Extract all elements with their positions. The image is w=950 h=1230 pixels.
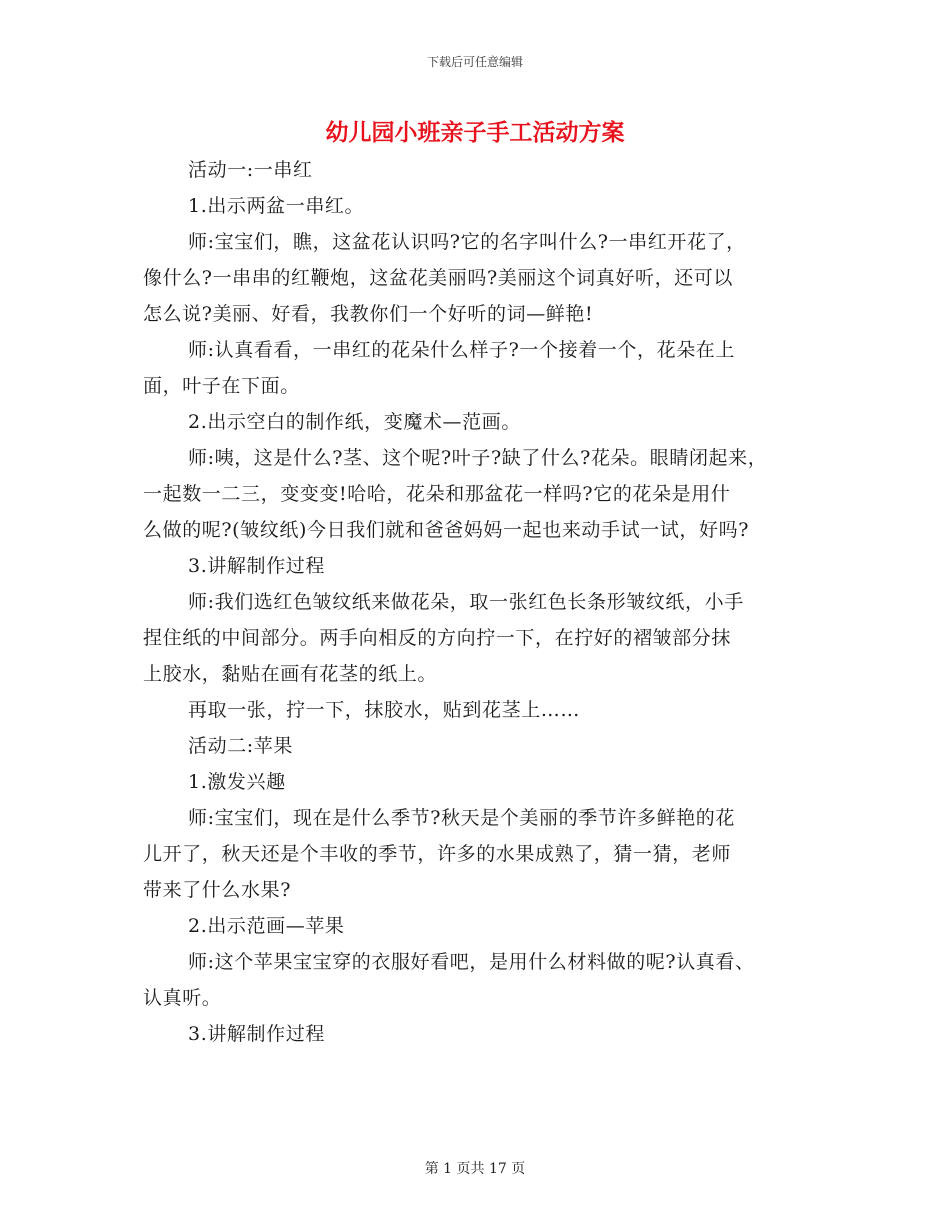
- paragraph-line: 面，叶子在下面。: [143, 375, 300, 397]
- paragraph-line: 捏住纸的中间部分。两手向相反的方向拧一下，在拧好的褶皱部分抹: [143, 627, 732, 649]
- paragraph-line: 3.讲解制作过程: [188, 1023, 325, 1045]
- paragraph-line: 1.激发兴趣: [188, 771, 286, 793]
- page-footer: 第 1 页共 17 页: [424, 1161, 526, 1177]
- paragraph-line: 认真听。: [143, 987, 222, 1009]
- paragraph-line: 师:宝宝们，瞧，这盆花认识吗?它的名字叫什么?一串红开花了，: [188, 231, 746, 253]
- paragraph-line: 么做的呢?(皱纹纸)今日我们就和爸爸妈妈一起也来动手试一试，好吗?: [143, 519, 749, 541]
- paragraph-line: 一起数一二三，变变变!哈哈，花朵和那盆花一样吗?它的花朵是用什: [143, 483, 731, 505]
- paragraph-line: 师:宝宝们，现在是什么季节?秋天是个美丽的季节许多鲜艳的花: [188, 807, 735, 829]
- paragraph-line: 2.出示空白的制作纸，变魔术—范画。: [188, 411, 521, 433]
- paragraph-line: 师:我们选红色皱纹纸来做花朵，取一张红色长条形皱纹纸，小手: [188, 591, 744, 613]
- paragraph-line: 师:这个苹果宝宝穿的衣服好看吧，是用什么材料做的呢?认真看、: [188, 951, 755, 973]
- document-title: 幼儿园小班亲子手工活动方案: [325, 120, 625, 146]
- paragraph-line: 3.讲解制作过程: [188, 555, 325, 577]
- paragraph-line: 儿开了，秋天还是个丰收的季节，许多的水果成熟了，猜一猜，老师: [143, 843, 732, 865]
- paragraph-line: 怎么说?美丽、好看，我教你们一个好听的词—鲜艳!: [143, 303, 594, 325]
- paragraph-line: 师:认真看看，一串红的花朵什么样子?一个接着一个，花朵在上: [188, 339, 735, 361]
- paragraph-line: 活动二:苹果: [188, 735, 294, 757]
- paragraph-line: 带来了什么水果?: [143, 879, 291, 901]
- paragraph-line: 2.出示范画—苹果: [188, 915, 345, 937]
- paragraph-line: 活动一:一串红: [188, 159, 313, 181]
- paragraph-line: 像什么?一串串的红鞭炮，这盆花美丽吗?美丽这个词真好听，还可以: [143, 267, 733, 289]
- paragraph-line: 1.出示两盆一串红。: [188, 195, 365, 217]
- document-body: [143, 152, 815, 1052]
- paragraph-line: 师:咦，这是什么?茎、这个呢?叶子?缺了什么?花朵。眼睛闭起来，: [188, 447, 768, 469]
- header-note: 下载后可任意编辑: [426, 55, 523, 69]
- paragraph-line: 再取一张，拧一下，抹胶水，贴到花茎上……: [188, 699, 581, 721]
- paragraph-line: 上胶水，黏贴在画有花茎的纸上。: [143, 663, 438, 685]
